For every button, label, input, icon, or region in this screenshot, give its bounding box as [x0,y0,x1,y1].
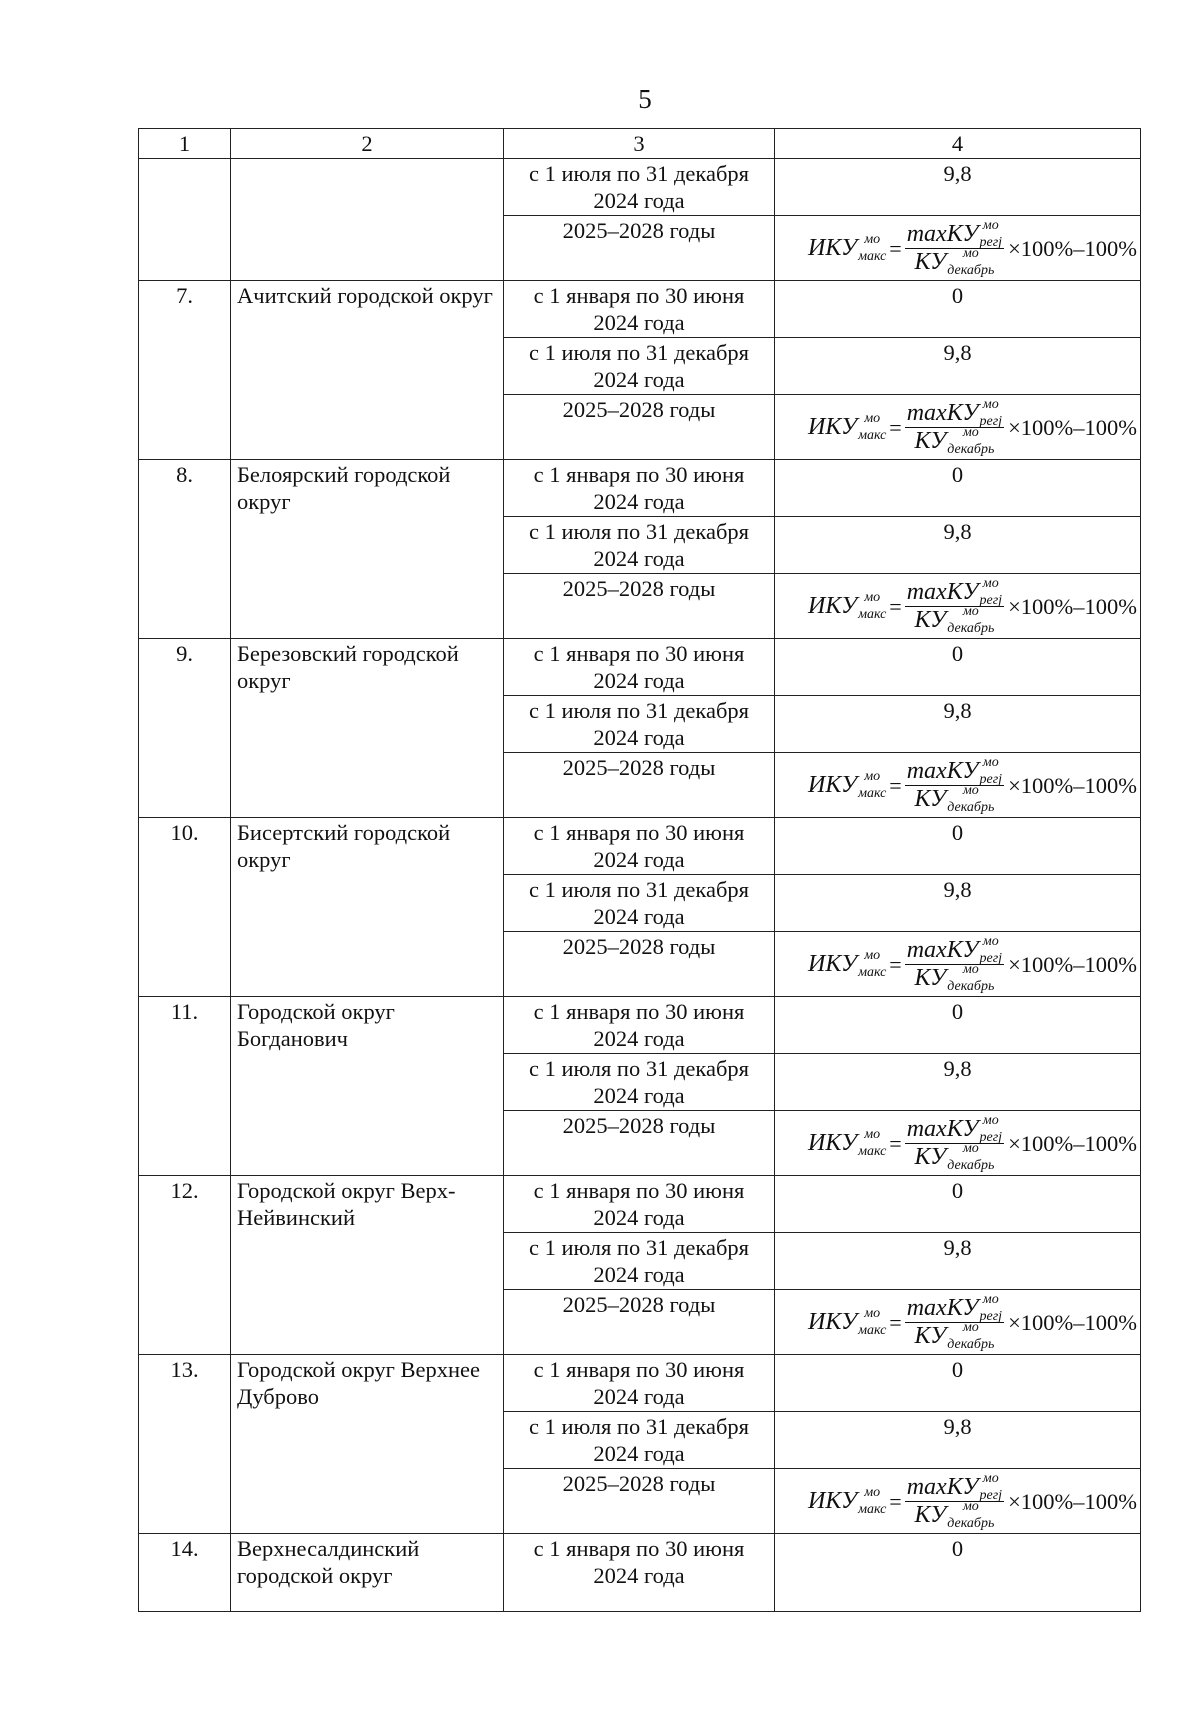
formula-tail: ×100%–100% [1008,1309,1137,1335]
index-formula [775,1111,1140,1175]
formula-cell [775,1111,1141,1176]
formula-den-main: КУ [914,427,947,454]
formula-cell [775,1469,1141,1534]
table-row [139,460,1141,517]
formula-fraction [905,934,1004,994]
value-cell: 9,8 [775,696,1141,753]
formula-den-main: КУ [914,1501,947,1528]
header-col-1: 1 [139,129,231,159]
value-cell: 0 [775,639,1141,696]
municipality-cell: Бисертский городской округ [231,818,504,997]
formula-num-main: maxКУ [906,1294,979,1321]
formula-lhs-sup: мо [864,769,881,784]
formula-numerator [905,1292,1004,1324]
index-formula [775,932,1140,996]
formula-den-sub: декабрь [947,800,995,815]
formula-den-sup: мо [962,1499,979,1514]
period-cell: с 1 января по 30 июня 2024 года [504,460,775,517]
value-cell: 0 [775,818,1141,875]
formula-den-sub: декабрь [947,1158,995,1173]
formula-den-sub: декабрь [947,621,995,636]
index-formula [775,395,1140,459]
table-header-row [139,129,1141,159]
formula-num-sup: мо [982,1292,999,1307]
formula-cell [775,1290,1141,1355]
row-number-cell: 12. [139,1176,231,1355]
period-cell: с 1 июля по 31 декабря 2024 года [504,1054,775,1111]
formula-den-sup: мо [962,604,979,619]
formula-denominator [912,783,996,815]
index-formula [775,1469,1140,1533]
formula-den-sub: декабрь [947,1337,995,1352]
municipality-cell: Городской округ Богданович [231,997,504,1176]
index-formula [775,216,1140,280]
formula-equals: = [889,235,902,261]
formula-denominator [912,1320,996,1352]
header-col-4: 4 [775,129,1141,159]
formula-den-sup: мо [962,1141,979,1156]
period-cell: 2025–2028 годы [504,395,775,460]
formula-equals: = [889,951,902,977]
formula-num-main: maxКУ [906,399,979,426]
formula-equals: = [889,772,902,798]
period-cell: с 1 июля по 31 декабря 2024 года [504,1233,775,1290]
formula-denominator [912,1499,996,1531]
period-cell: с 1 июля по 31 декабря 2024 года [504,1412,775,1469]
formula-fraction [905,755,1004,815]
row-number-cell: 7. [139,281,231,460]
formula-denominator [912,962,996,994]
formula-denominator [912,604,996,636]
formula-num-sup: мо [982,1113,999,1128]
value-cell: 9,8 [775,875,1141,932]
formula-lhs-sub: макс [858,428,887,443]
value-cell: 9,8 [775,338,1141,395]
formula-denominator [912,425,996,457]
formula-cell [775,932,1141,997]
formula-numerator [905,218,1004,250]
formula-fraction [905,1113,1004,1173]
formula-fraction [905,218,1004,278]
formula-cell [775,574,1141,639]
value-cell: 9,8 [775,1233,1141,1290]
formula-num-main: maxКУ [906,1115,979,1142]
period-cell: с 1 января по 30 июня 2024 года [504,1355,775,1412]
formula-lhs: ИКУ [808,1487,858,1514]
formula-num-sub: регj [979,951,1003,966]
formula-fraction [905,1471,1004,1531]
formula-num-sub: регj [979,1309,1003,1324]
period-cell: 2025–2028 годы [504,932,775,997]
formula-den-sup: мо [962,783,979,798]
formula-den-main: КУ [914,964,947,991]
formula-den-sub: декабрь [947,263,995,278]
formula-denominator [912,1141,996,1173]
table-row [139,1355,1141,1412]
row-number-cell: 9. [139,639,231,818]
value-cell: 9,8 [775,159,1141,216]
municipality-cell: Белоярский городской округ [231,460,504,639]
formula-numerator [905,576,1004,608]
formula-num-sup: мо [982,397,999,412]
formula-cell [775,395,1141,460]
formula-lhs-sub: макс [858,607,887,622]
formula-num-sup: мо [982,218,999,233]
formula-fraction [905,1292,1004,1352]
period-cell: 2025–2028 годы [504,1469,775,1534]
value-cell: 0 [775,997,1141,1054]
formula-tail: ×100%–100% [1008,235,1137,261]
row-number-cell: 10. [139,818,231,997]
formula-lhs: ИКУ [808,413,858,440]
value-cell: 0 [775,1355,1141,1412]
formula-num-sub: регj [979,772,1003,787]
period-cell: с 1 января по 30 июня 2024 года [504,639,775,696]
formula-lhs: ИКУ [808,1129,858,1156]
period-cell: с 1 января по 30 июня 2024 года [504,281,775,338]
formula-den-sup: мо [962,246,979,261]
formula-fraction [905,576,1004,636]
table-row [139,159,1141,216]
formula-num-main: maxКУ [906,1473,979,1500]
municipality-cell: Городской округ Верхнее Дуброво [231,1355,504,1534]
formula-num-main: maxКУ [906,936,979,963]
period-cell: 2025–2028 годы [504,1290,775,1355]
formula-lhs-sup: мо [864,1306,881,1321]
formula-lhs: ИКУ [808,771,858,798]
index-formula [775,574,1140,638]
formula-lhs-sub: макс [858,965,887,980]
header-col-3: 3 [504,129,775,159]
formula-tail: ×100%–100% [1008,593,1137,619]
formula-num-sub: регj [979,593,1003,608]
value-cell: 0 [775,460,1141,517]
table-row [139,1176,1141,1233]
formula-den-sup: мо [962,1320,979,1335]
formula-numerator [905,755,1004,787]
value-cell: 0 [775,281,1141,338]
formula-cell [775,753,1141,818]
value-cell: 0 [775,1534,1141,1612]
period-cell: с 1 июля по 31 декабря 2024 года [504,696,775,753]
table-row [139,281,1141,338]
table-row [139,639,1141,696]
value-cell: 0 [775,1176,1141,1233]
municipality-cell: Верхнесалдинский городской округ [231,1534,504,1612]
period-cell: с 1 января по 30 июня 2024 года [504,997,775,1054]
formula-cell [775,216,1141,281]
formula-numerator [905,1471,1004,1503]
formula-num-sup: мо [982,1471,999,1486]
period-cell: 2025–2028 годы [504,574,775,639]
value-cell: 9,8 [775,517,1141,574]
formula-num-sup: мо [982,576,999,591]
municipal-index-table [138,128,1141,1612]
formula-tail: ×100%–100% [1008,951,1137,977]
formula-tail: ×100%–100% [1008,1488,1137,1514]
formula-tail: ×100%–100% [1008,414,1137,440]
formula-equals: = [889,1130,902,1156]
formula-den-main: КУ [914,785,947,812]
formula-den-sup: мо [962,425,979,440]
formula-lhs-sub: макс [858,1502,887,1517]
formula-num-main: maxКУ [906,578,979,605]
formula-num-sub: регj [979,1488,1003,1503]
formula-lhs: ИКУ [808,1308,858,1335]
formula-den-main: КУ [914,248,947,275]
period-cell: с 1 июля по 31 декабря 2024 года [504,159,775,216]
formula-lhs: ИКУ [808,234,858,261]
formula-lhs-sub: макс [858,786,887,801]
period-cell: 2025–2028 годы [504,216,775,281]
table-row [139,997,1141,1054]
municipality-cell: Березовский городской округ [231,639,504,818]
period-cell: с 1 января по 30 июня 2024 года [504,1176,775,1233]
formula-num-sup: мо [982,934,999,949]
municipality-cell: Городской округ Верх-Нейвинский [231,1176,504,1355]
table-row [139,1534,1141,1612]
formula-den-sub: декабрь [947,442,995,457]
header-col-2: 2 [231,129,504,159]
period-cell: с 1 июля по 31 декабря 2024 года [504,338,775,395]
period-cell: 2025–2028 годы [504,753,775,818]
formula-tail: ×100%–100% [1008,1130,1137,1156]
formula-lhs-sup: мо [864,590,881,605]
formula-lhs: ИКУ [808,592,858,619]
formula-num-main: maxКУ [906,220,979,247]
formula-lhs-sub: макс [858,249,887,264]
formula-num-main: maxКУ [906,757,979,784]
row-number-cell: 13. [139,1355,231,1534]
index-formula [775,1290,1140,1354]
formula-num-sub: регj [979,235,1003,250]
formula-numerator [905,1113,1004,1145]
row-number-cell: 8. [139,460,231,639]
formula-num-sup: мо [982,755,999,770]
formula-numerator [905,397,1004,429]
formula-lhs-sub: макс [858,1144,887,1159]
table-row [139,818,1141,875]
row-number-cell: 14. [139,1534,231,1612]
formula-lhs-sup: мо [864,232,881,247]
formula-tail: ×100%–100% [1008,772,1137,798]
formula-lhs-sub: макс [858,1323,887,1338]
formula-equals: = [889,414,902,440]
formula-num-sub: регj [979,414,1003,429]
period-cell: с 1 января по 30 июня 2024 года [504,818,775,875]
formula-den-sup: мо [962,962,979,977]
formula-lhs-sup: мо [864,1127,881,1142]
period-cell: с 1 июля по 31 декабря 2024 года [504,517,775,574]
formula-den-main: КУ [914,1143,947,1170]
formula-fraction [905,397,1004,457]
formula-equals: = [889,1488,902,1514]
index-formula [775,753,1140,817]
formula-num-sub: регj [979,1130,1003,1145]
formula-numerator [905,934,1004,966]
formula-den-sub: декабрь [947,979,995,994]
value-cell: 9,8 [775,1412,1141,1469]
formula-equals: = [889,1309,902,1335]
row-number-cell [139,159,231,281]
formula-lhs-sup: мо [864,948,881,963]
formula-lhs: ИКУ [808,950,858,977]
municipality-cell: Ачитский городской округ [231,281,504,460]
municipality-cell [231,159,504,281]
row-number-cell: 11. [139,997,231,1176]
value-cell: 9,8 [775,1054,1141,1111]
formula-lhs-sup: мо [864,411,881,426]
formula-den-main: КУ [914,1322,947,1349]
period-cell: с 1 июля по 31 декабря 2024 года [504,875,775,932]
formula-lhs-sup: мо [864,1485,881,1500]
formula-equals: = [889,593,902,619]
page-number: 5 [638,84,652,114]
formula-den-main: КУ [914,606,947,633]
formula-denominator [912,246,996,278]
period-cell: с 1 января по 30 июня 2024 года [504,1534,775,1612]
formula-den-sub: декабрь [947,1516,995,1531]
period-cell: 2025–2028 годы [504,1111,775,1176]
